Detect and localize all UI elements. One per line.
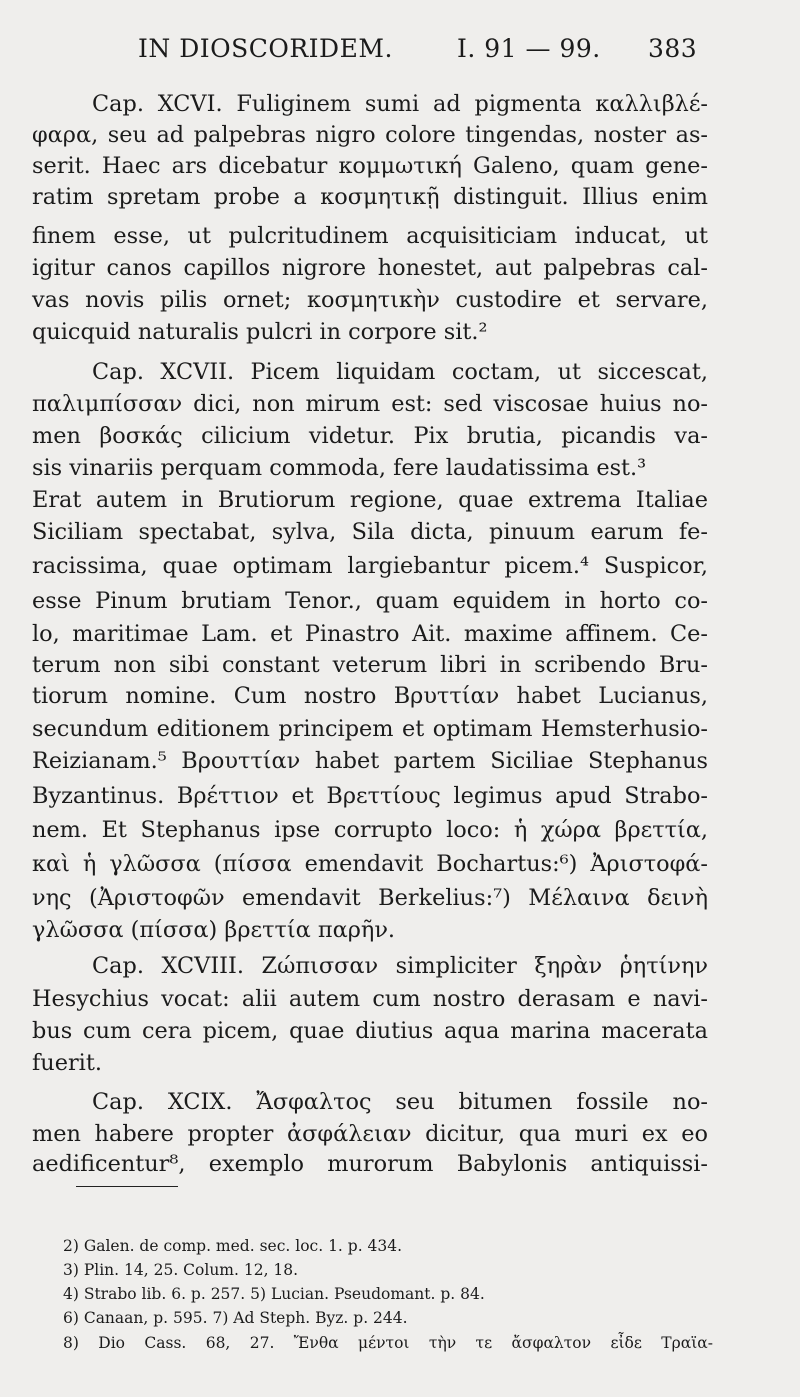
text-line: men βοσκάς cilicium videtur. Pix brutia, picandis va- — [32, 423, 708, 449]
text-line: nem. Et Stephanus ipse corrupto loco: ἡ χώρα βρεττία, — [32, 817, 708, 843]
text-line: νης (Ἀριστοφῶν emendavit Berkelius:⁷) Μέλαινα δεινὴ — [32, 885, 708, 911]
text-line: lo, maritimae Lam. et Pinastro Ait. maxime affinem. Ce- — [32, 621, 708, 647]
text-line: Cap. XCVIII. Ζώπισσαν simpliciter ξηρὰν ῥητίνην — [92, 953, 708, 979]
text-line: ratim spretam probe a κοσμητικῇ distinguit. Illius enim — [32, 184, 708, 210]
text-line: bus cum cera picem, quae diutius aqua marina macerata — [32, 1018, 708, 1044]
text-line: secundum editionem principem et optimam Hemsterhusio- — [32, 716, 708, 742]
header-chapter-range: I. 91 — 99. — [457, 34, 601, 63]
text-line: serit. Haec ars dicebatur κομμωτική Galeno, quam gene- — [32, 153, 708, 179]
text-line: terum non sibi constant veterum libri in scribendo Bru- — [32, 652, 708, 678]
text-line: Cap. XCVII. Picem liquidam coctam, ut siccescat, — [92, 359, 708, 385]
footnote: 2) Galen. de comp. med. sec. loc. 1. p. 434. — [63, 1237, 403, 1255]
text-line: Siciliam spectabat, sylva, Sila dicta, pinuum earum fe- — [32, 519, 708, 545]
text-line: quicquid naturalis pulcri in corpore sit.² — [32, 319, 488, 345]
footnote-rule — [76, 1186, 178, 1187]
header-title: IN DIOSCORIDEM. — [138, 34, 393, 63]
text-line: Hesychius vocat: alii autem cum nostro derasam e navi- — [32, 986, 708, 1012]
text-line: Reizianam.⁵ Βρουττίαν habet partem Siciliae Stephanus — [32, 748, 708, 774]
text-line: fuerit. — [32, 1050, 102, 1076]
footnote: 3) Plin. 14, 25. Colum. 12, 18. — [63, 1261, 299, 1279]
footnote: 4) Strabo lib. 6. p. 257. 5) Lucian. Pseudomant. p. 84. — [63, 1285, 485, 1303]
text-line: sis vinariis perquam commoda, fere laudatissima est.³ — [32, 455, 647, 481]
text-line: esse Pinum brutiam Tenor., quam equidem in horto co- — [32, 588, 708, 614]
text-line: vas novis pilis ornet; κοσμητικὴν custodire et servare, — [32, 287, 708, 313]
text-line: Byzantinus. Βρέττιον et Βρεττίους legimus apud Strabo- — [32, 783, 708, 809]
text-line: παλιμπίσσαν dici, non mirum est: sed viscosae huius no- — [32, 391, 708, 417]
text-line: finem esse, ut pulcritudinem acquisiticiam inducat, ut — [32, 223, 708, 249]
text-line: tiorum nomine. Cum nostro Βρυττίαν habet Lucianus, — [32, 683, 708, 709]
text-line: men habere propter ἀσφάλειαν dicitur, qua muri ex eo — [32, 1121, 708, 1147]
text-line: γλῶσσα (πίσσα) βρεττία παρῆν. — [32, 917, 396, 943]
page-number: 383 — [648, 34, 698, 63]
running-header — [0, 34, 800, 74]
text-line: racissima, quae optimam largiebantur picem.⁴ Suspicor, — [32, 553, 708, 579]
text-line: aedificentur⁸, exemplo murorum Babylonis antiquissi- — [32, 1151, 708, 1177]
text-line: Erat autem in Brutiorum regione, quae extrema Italiae — [32, 487, 708, 513]
text-line: Cap. XCVI. Fuliginem sumi ad pigmenta καλλιβλέ- — [92, 91, 708, 117]
footnote: 8) Dio Cass. 68, 27. Ἔνθα μέντοι τὴν τε ἄσφαλτον εἶδε Τραϊα- — [63, 1334, 713, 1352]
text-line: Cap. XCIX. Ἄσφαλτος seu bitumen fossile no- — [92, 1089, 708, 1115]
footnote: 6) Canaan, p. 595. 7) Ad Steph. Byz. p. 244. — [63, 1309, 408, 1327]
text-line: igitur canos capillos nigrore honestet, aut palpebras cal- — [32, 255, 708, 281]
text-line: φαρα, seu ad palpebras nigro colore tingendas, noster as- — [32, 122, 708, 148]
text-line: καὶ ἡ γλῶσσα (πίσσα emendavit Bochartus:⁶) Ἀριστοφά- — [32, 851, 708, 877]
